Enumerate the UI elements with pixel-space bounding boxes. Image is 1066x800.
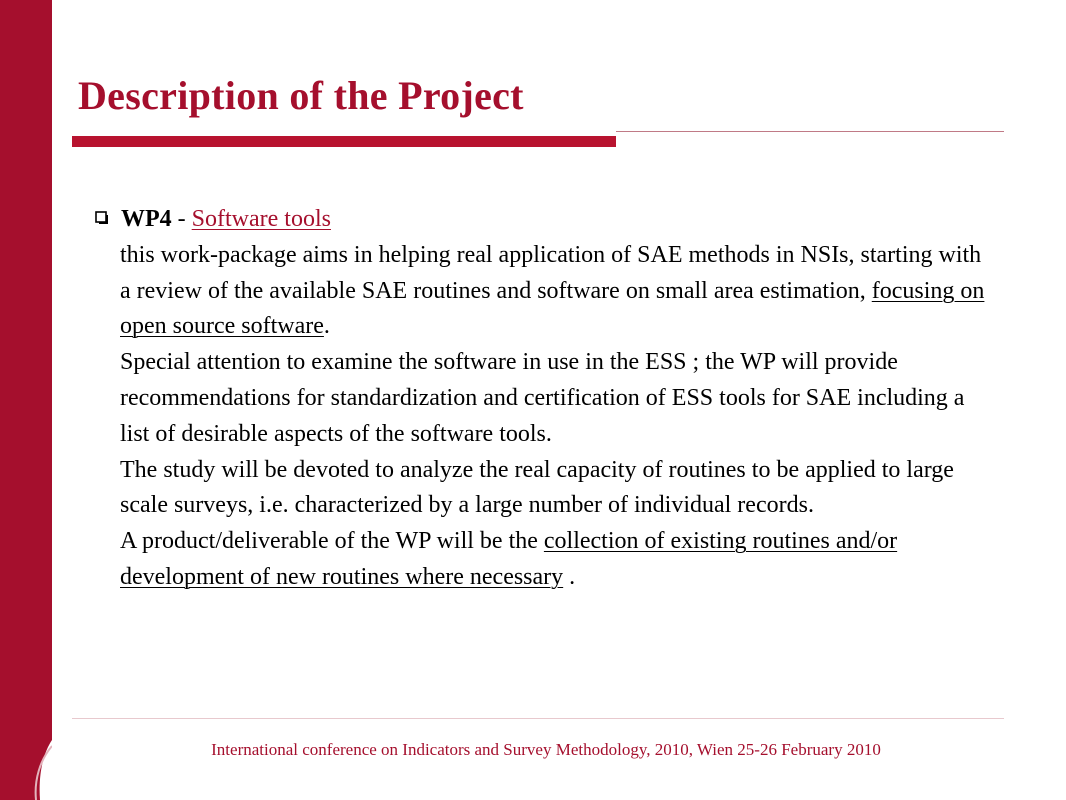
bullet-heading bbox=[121, 202, 995, 238]
paragraph-deliverable-end: . bbox=[563, 563, 576, 590]
square-bullet-icon bbox=[95, 211, 108, 224]
paragraph-deliverable: A product/deliverable of the WP will be the bbox=[120, 528, 544, 555]
paragraph-intro: this work-package aims in helping real application of SAE methods in NSIs, starting with a review of the available SAE routines and software on small area estimation, bbox=[120, 241, 982, 304]
bullet-item-wp4 bbox=[95, 202, 995, 596]
open-source-emphasis: focusing on open source software bbox=[120, 277, 985, 340]
paragraph-intro-end: . bbox=[323, 313, 330, 340]
slide-title: Description of the Project bbox=[78, 73, 524, 118]
slide-body bbox=[95, 202, 995, 596]
title-underline-bar bbox=[72, 136, 616, 147]
wp-label: WP4 bbox=[121, 206, 172, 232]
paragraph-attention: Special attention to examine the software in use in the ESS ; the WP will provide recommendations for standardization and certification of ESS tools for SAE including a list of desirable aspects of the software tools. bbox=[120, 349, 965, 447]
title-underline-rule bbox=[616, 131, 1004, 132]
wp-separator: - bbox=[171, 206, 192, 232]
software-tools-link[interactable]: Software tools bbox=[191, 206, 331, 232]
page-curl-decoration bbox=[0, 0, 52, 800]
footer-divider bbox=[72, 718, 1004, 719]
paragraph-capacity: The study will be devoted to analyze the real capacity of routines to be applied to large scale surveys, i.e. characterized by a large number of individual records. bbox=[120, 456, 954, 519]
deliverable-emphasis: collection of existing routines and/or development of new routines where necessary bbox=[120, 528, 898, 590]
slide-footer: International conference on Indicators and Survey Methodology, 2010, Wien 25-26 February 2010 bbox=[211, 740, 881, 759]
